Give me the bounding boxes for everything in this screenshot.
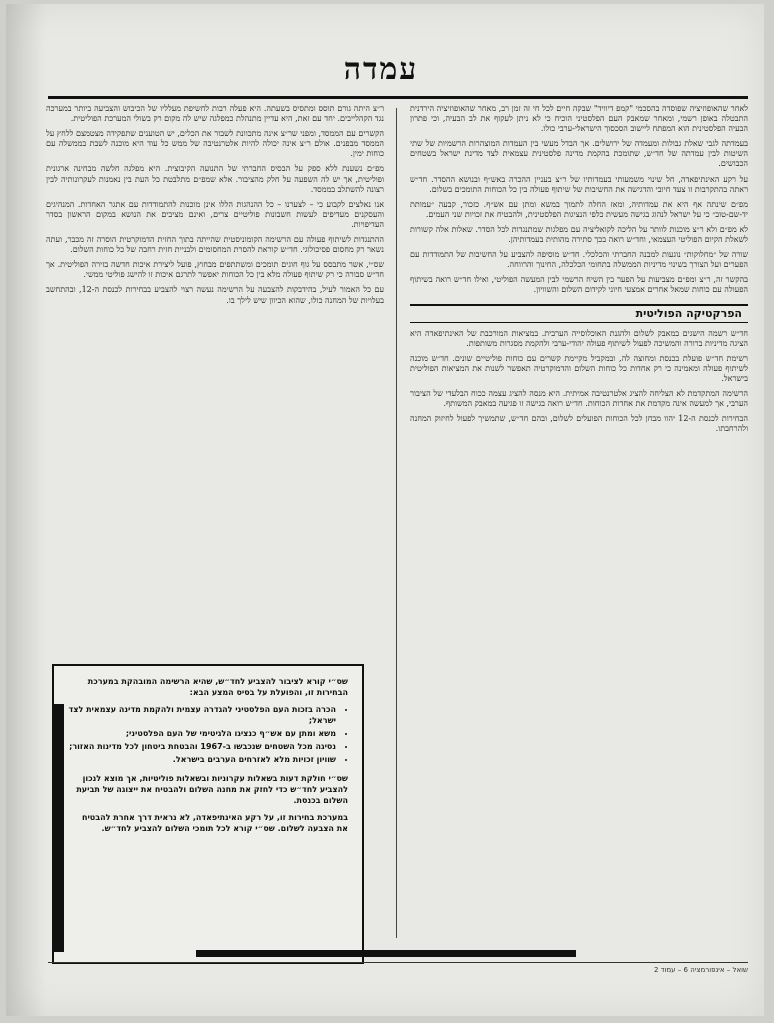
paragraph: ההתנגדות לשיתוף פעולה עם הרשימה הקומוניסטית שהייתה בתוך החזית הדמוקרטית הוסרה זה מכבר, ועתה נשאר רק מחסום פסיכולוגי. חד״ש קוראת להסרת המחסומים ולבניית חזית רחבה של כל כוחות השלום.: [46, 235, 384, 255]
paragraph: רשימת חד״ש פועלת בכנסת ומחוצה לה, ובמקביל מקיימת קשרים עם כוחות פוליטיים שונים. חד״ש מוכנה לשיתוף פעולה ומאמינה כי רק אחדות כל כוחות השלום והדמוקרטיה תאפשר לשנות את המציאות הפוליטית בישראל.: [410, 353, 748, 383]
newspaper-page: [6, 4, 764, 1016]
paragraph: ר״צ היתה גורם תוסס ומתסיס בשעתה. היא פעלה רבות לחשיפת מעלליו של הכיבוש והצביעה ביותר במערכה נגד הקהלייבים. יחד עם זאת, היא עדיין מתנהלת כמפלגה שיש לה מקום רק בשולי המערכת הפוליטית.: [46, 104, 384, 124]
list-item: • הכרה בזכות העם הפלסטיני להגדרה עצמית ולהקמת מדינה עצמאית לצד ישראל;: [68, 704, 336, 726]
paragraph: על רקע האינתיפאדה, חל שינוי משמעותי בעמדותיו של ר״צ בעניין ההכרה באש״ף ובנושא ההסדר. חד״ש ראתה בהתקרבות זו צעד חיובי והדגישה את החשיבות של שיתוף פעולה בין כל הכוחות התומכים בשלום.: [410, 174, 748, 194]
box-side-bar: [52, 704, 64, 952]
box-points: [68, 704, 348, 765]
article-body: [46, 104, 748, 944]
paragraph: בהקשר זה, ר״צ ומפ״ם מצביעות על הפער בין השיח הרשמי לבין המעשה הפוליטי, ואילו חד״ש רואה בשיתוף הפעולה עם כוחות שמאל אחרים אמצעי חיוני לקידום השלום והשוויון.: [410, 275, 748, 295]
paragraph: מפ״ם שינתה אף היא את עמדותיה, ומאז החלה לתמוך במשא ומתן עם אש״ף. כזכור, קבעה ״עמותת יד-שם-טוב״ כי על ישראל לנהוג בגישה מעשית כלפי הנציגות הפלסטינית, ולהבטיח את זכויות שני העמים.: [410, 199, 748, 219]
paragraph: בעמדתה לגבי שאלת גבולות ומעמדה של ירושלים. אך הבדל מעשי בין העמדות המוצהרות הרשמיות של שתי השיטות לבין עמדתה של חד״ש, שתומכת בהקמת מדינה פלסטינית עצמאית לצד מדינת ישראל בשטחים הכבושים.: [410, 139, 748, 169]
paragraph: לאחר שהאופוזיציה שפוסדה בהסכמי "קמפ דיוויד" שבקה חיים לכל חי זה זמן רב, מאחר שהאופוזיציה הירדנית התבטלה באופן רשמי, ומאחר שמאבק העם הפלסטיני הוכיח כי לא ניתן לעקוף את לב הבעיה, וכי פתרון הבעיה הפלסטינית הוא המפתח ליישוב הסכסוך הישראלי-ערבי כולו.: [410, 104, 748, 134]
box-intro: שס״י קורא לציבור להצביע לחד״ש, שהיא הרשימה המובהקת במערכת הבחירות זו, והפועלת על בסיס המצע הבא:: [87, 677, 348, 697]
list-item: • נסיגה מכל השטחים שנכבשו ב-1967 והבטחת ביטחון לכל מדינות האזור;: [68, 741, 336, 752]
column-divider: [396, 108, 397, 938]
list-item: • שוויון זכויות מלא לאזרחים הערבים בישראל.: [68, 754, 336, 765]
paragraph: אנו נאלצים לקבוע כי – לצערנו – כל ההנהגות הללו אינן מוכנות להתמודדות עם אתגר האחדות. המנהיגים והעסקנים מעדיפים לעשות חשבונות פוליטיים צרים, ואינם מציבים את הנושא במקום הראשון בסדר העדיפויות.: [46, 199, 384, 229]
paragraph: הקשרים עם הממסד, ומפני שר״צ אינה מתכוונת לשבור את הכלים, יש הטוענים שתפקידה מצטמצם ללחץ על הממסד מבפנים. אולם ר״צ אינה יכולה להיות אלטרנטיבה של ממש כל עוד היא מוכנה לשבת בממשלה עם כוחות ימין.: [46, 129, 384, 159]
page-masthead: עמדה: [343, 52, 419, 87]
footer-rule: [48, 962, 748, 963]
paragraph: מפ״ם נשענת ללא ספק על הבסיס החברתי של התנועה הקיבוצית. היא מפלגה חלשה מבחינה ארגונית ופוליטית, אך יש לה השפעה על חלק מהציבור. אלא שמפ״ם מתלבטת כל העת בין נאמנות לעקרונותיה לבין רצונה להשתלב בממסד.: [46, 164, 384, 194]
box-closing: במערכת בחירות זו, על רקע האינתיפאדה, לא נראית דרך אחרת להבטיח את הצבעה לשלום. שס״י קורא לכל תומכי השלום להצביע לחד״ש.: [81, 813, 348, 833]
right-column: [410, 104, 748, 944]
paragraph: שורה של ״מחלוקות״ נוגעות למבנה החברתי והכלכלי. חד״ש מוסיפה להצביע על החשיבות של התמודדות עם הפערים ועל הצורך בשינוי מדיניות הממשלה בתחומי הכלכלה, החינוך והרווחה.: [410, 250, 748, 270]
paragraph: הבחירות לכנסת ה-12 יהוו מבחן לכל הכוחות הפועלים לשלום, ובהם חד״ש, שתמשיך לפעול לחיזוק המחנה ולהרחבתו.: [410, 414, 748, 434]
masthead-rule: [48, 96, 748, 99]
section-heading: הפרקטיקה הפוליטית: [410, 304, 748, 323]
paragraph: עם כל האמור לעיל, בהידבקות להצבעה על הרשימה נעשה רצוי להצביע בבחירות לכנסת ה-12, ובהתחשב בעלויות של המחנה כולו, שהוא הכיוון שיש לילך בו.: [46, 285, 384, 305]
page-fold-shadow: [6, 4, 46, 1016]
footer-black-bar: [196, 950, 576, 957]
paragraph: חד״ש רשמה הישגים במאבק לשלום ולהגנת האוכלוסייה הערבית. במציאות המורכבת של האינתיפאדה היא הציגה מדיניות ברורה והמשיכה לפעול לשיתוף פעולה יהודי-ערבי ולהקמת מסגרות משותפות.: [410, 328, 748, 348]
page-footer: שואל – אינפורמציה 6 – עמוד 2: [653, 966, 748, 974]
paragraph: שס״י, אשר מתבסס על גוף חוגים תומכים ומשתתפים מבחוץ, פועל ליצירת איכות חדשה בזירה הפוליטית. אך חד״ש סבורה כי רק שיתוף פעולה מלא בין כל הכוחות יאפשר לתרגם איכות זו להישג פוליטי ממשי.: [46, 260, 384, 280]
box-middle: שס״י חולקת דעות בשאלות עקרוניות ובשאלות פוליטיות, אך מוצא לנכון להצביע לחד״ש כדי לחזק את מחנה השלום ולהבטיח את ייצוגה של תביעת השלום בכנסת.: [76, 774, 348, 805]
paragraph: הרשימה המתקדמת לא הצליחה להציג אלטרנטיבה אמיתית. היא מנסה להציג עצמה ככוח הבלעדי של הציבור הערבי, אך למעשה אינה מקדמת את אחדות הכוחות. חד״ש רואה בגישה זו פגיעה במאבק המשותף.: [410, 389, 748, 409]
statement-box: [52, 664, 364, 964]
list-item: • משא ומתן עם אש״ף כנציגו הלגיטימי של העם הפלסטיני;: [68, 728, 336, 739]
paragraph: לא מפ״ם ולא ר״צ מוכנות לוותר על הליכה לקואליציה עם מפלגות שמתנגדות לכל הסדר. שאלות אלה קשורות לשאלת הקיום הפוליטי העצמאי, וחד״ש רואה בכך סתירה מהותית בעמדותיהן.: [410, 224, 748, 245]
